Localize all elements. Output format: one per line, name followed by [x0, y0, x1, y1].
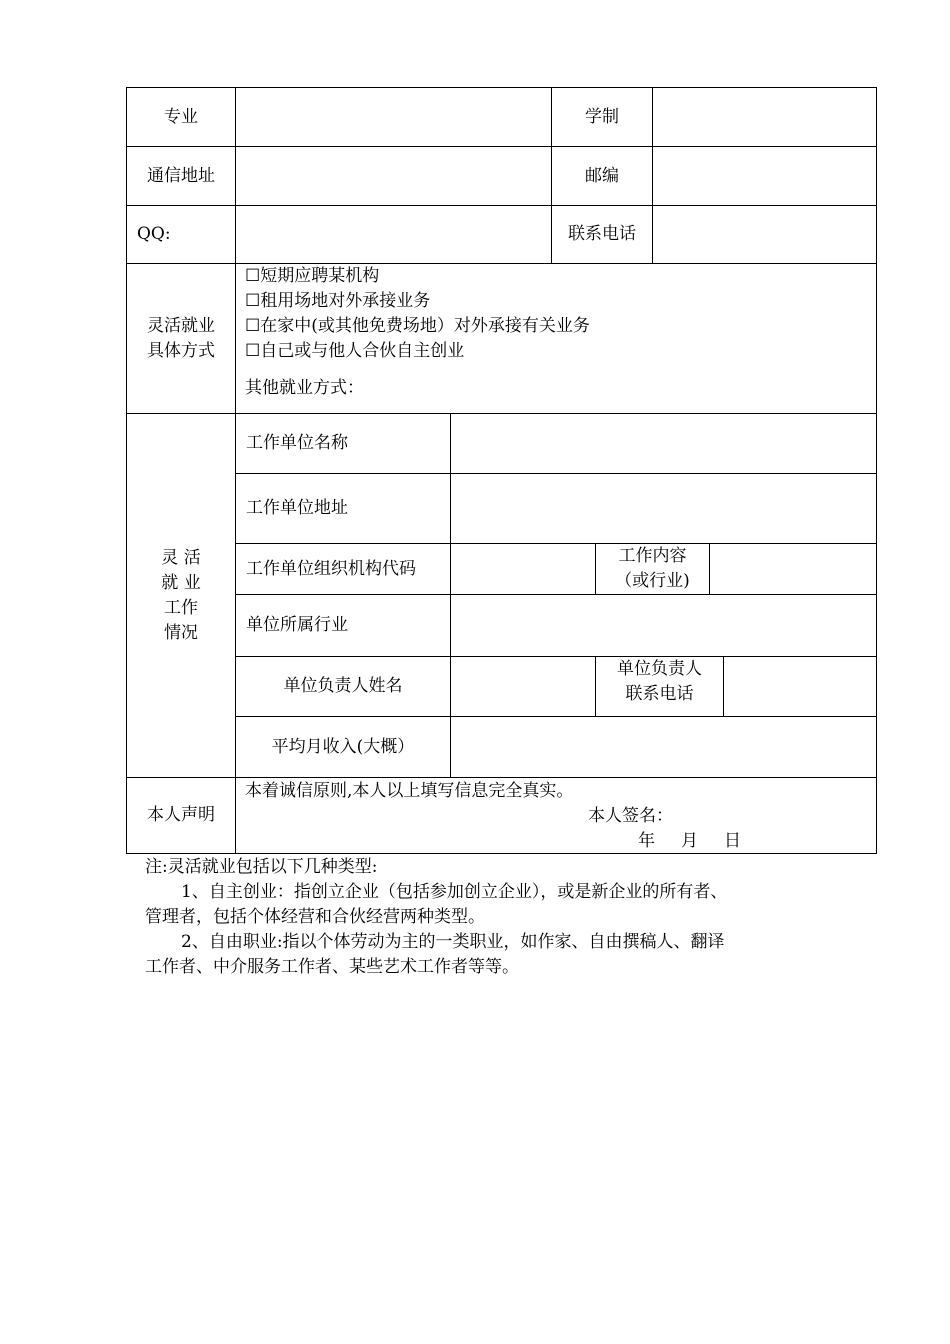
date-day[interactable]: 日 [724, 831, 741, 851]
flex-method-label [127, 264, 235, 413]
duration-label: 学制 [585, 106, 619, 127]
note-item-freelance-cont: 工作者、中介服务工作者、某些艺术工作者等等。 [145, 957, 519, 977]
phone-label: 联系电话 [568, 224, 636, 244]
flex-option-home[interactable]: ☐在家中(或其他免费场地）对外承接有关业务 [245, 316, 590, 336]
employer-name-label: 工作单位名称 [246, 433, 348, 453]
flex-method-label-line: 具体方式 [147, 340, 215, 361]
other-method-label: 其他就业方式： [245, 378, 364, 398]
note-item-freelance: 2、自由职业:指以个体劳动为主的一类职业，如作家、自由撰稿人、翻译 [181, 932, 725, 952]
row-line [126, 263, 877, 264]
flex-option-short-term[interactable]: ☐短期应聘某机构 [245, 266, 380, 286]
flex-option-rent-venue[interactable]: ☐租用场地对外承接业务 [245, 291, 431, 311]
income-label: 平均月收入(大概） [271, 736, 415, 757]
table-border [876, 87, 877, 854]
flex-method-label-line: 灵活就业 [147, 315, 215, 336]
work-content-label [596, 544, 709, 594]
employer-address-field[interactable] [451, 474, 876, 543]
notes-title: 注:灵活就业包括以下几种类型: [145, 857, 378, 877]
note-item-self-employment-cont: 管理者，包括个体经营和合伙经营两种类型。 [145, 907, 485, 927]
phone-field[interactable] [653, 206, 876, 263]
work-situation-label [127, 414, 235, 777]
qq-label: QQ: [137, 224, 171, 244]
head-phone-field[interactable] [724, 657, 876, 716]
head-name-label: 单位负责人姓名 [283, 676, 403, 696]
major-field[interactable] [236, 88, 551, 146]
note-item-self-employment: 1、自主创业：指创立企业（包括参加创立企业），或是新企业的所有者、 [181, 882, 728, 902]
industry-label: 单位所属行业 [246, 615, 348, 635]
major-label: 专业 [164, 106, 198, 127]
qq-field[interactable] [236, 206, 551, 263]
head-phone-label [596, 657, 723, 716]
head-phone-label-line: 联系电话 [625, 684, 694, 704]
work-situation-label-line: 就 业 [161, 572, 201, 593]
work-content-label-line: （或行业) [615, 571, 690, 591]
postcode-label: 邮编 [585, 165, 619, 186]
postcode-field[interactable] [653, 147, 876, 205]
address-label: 通信地址 [147, 165, 215, 186]
flex-option-self-start[interactable]: ☐自己或与他人合伙自主创业 [245, 341, 465, 361]
employer-address-label: 工作单位地址 [246, 498, 348, 518]
duration-field[interactable] [653, 88, 876, 146]
income-field[interactable] [451, 717, 876, 777]
row-line [126, 777, 877, 778]
industry-field[interactable] [451, 595, 876, 656]
employer-name-field[interactable] [451, 414, 876, 473]
work-content-field[interactable] [710, 544, 876, 594]
address-field[interactable] [236, 147, 551, 205]
date-year[interactable]: 年 [638, 831, 655, 851]
date-month[interactable]: 月 [681, 831, 698, 851]
head-phone-label-line: 单位负责人 [617, 659, 702, 679]
work-situation-label-line: 灵 活 [161, 547, 201, 568]
declaration-text: 本着诚信原则,本人以上填写信息完全真实。 [245, 781, 574, 801]
work-content-label-line: 工作内容 [618, 546, 687, 566]
declaration-label: 本人声明 [147, 805, 215, 825]
org-code-field[interactable] [451, 544, 595, 594]
signature-label[interactable]: 本人签名： [588, 806, 673, 826]
org-code-label: 工作单位组织机构代码 [246, 558, 416, 579]
head-name-field[interactable] [451, 657, 595, 716]
work-situation-label-line: 情况 [164, 622, 198, 643]
work-situation-label-line: 工作 [164, 597, 198, 618]
